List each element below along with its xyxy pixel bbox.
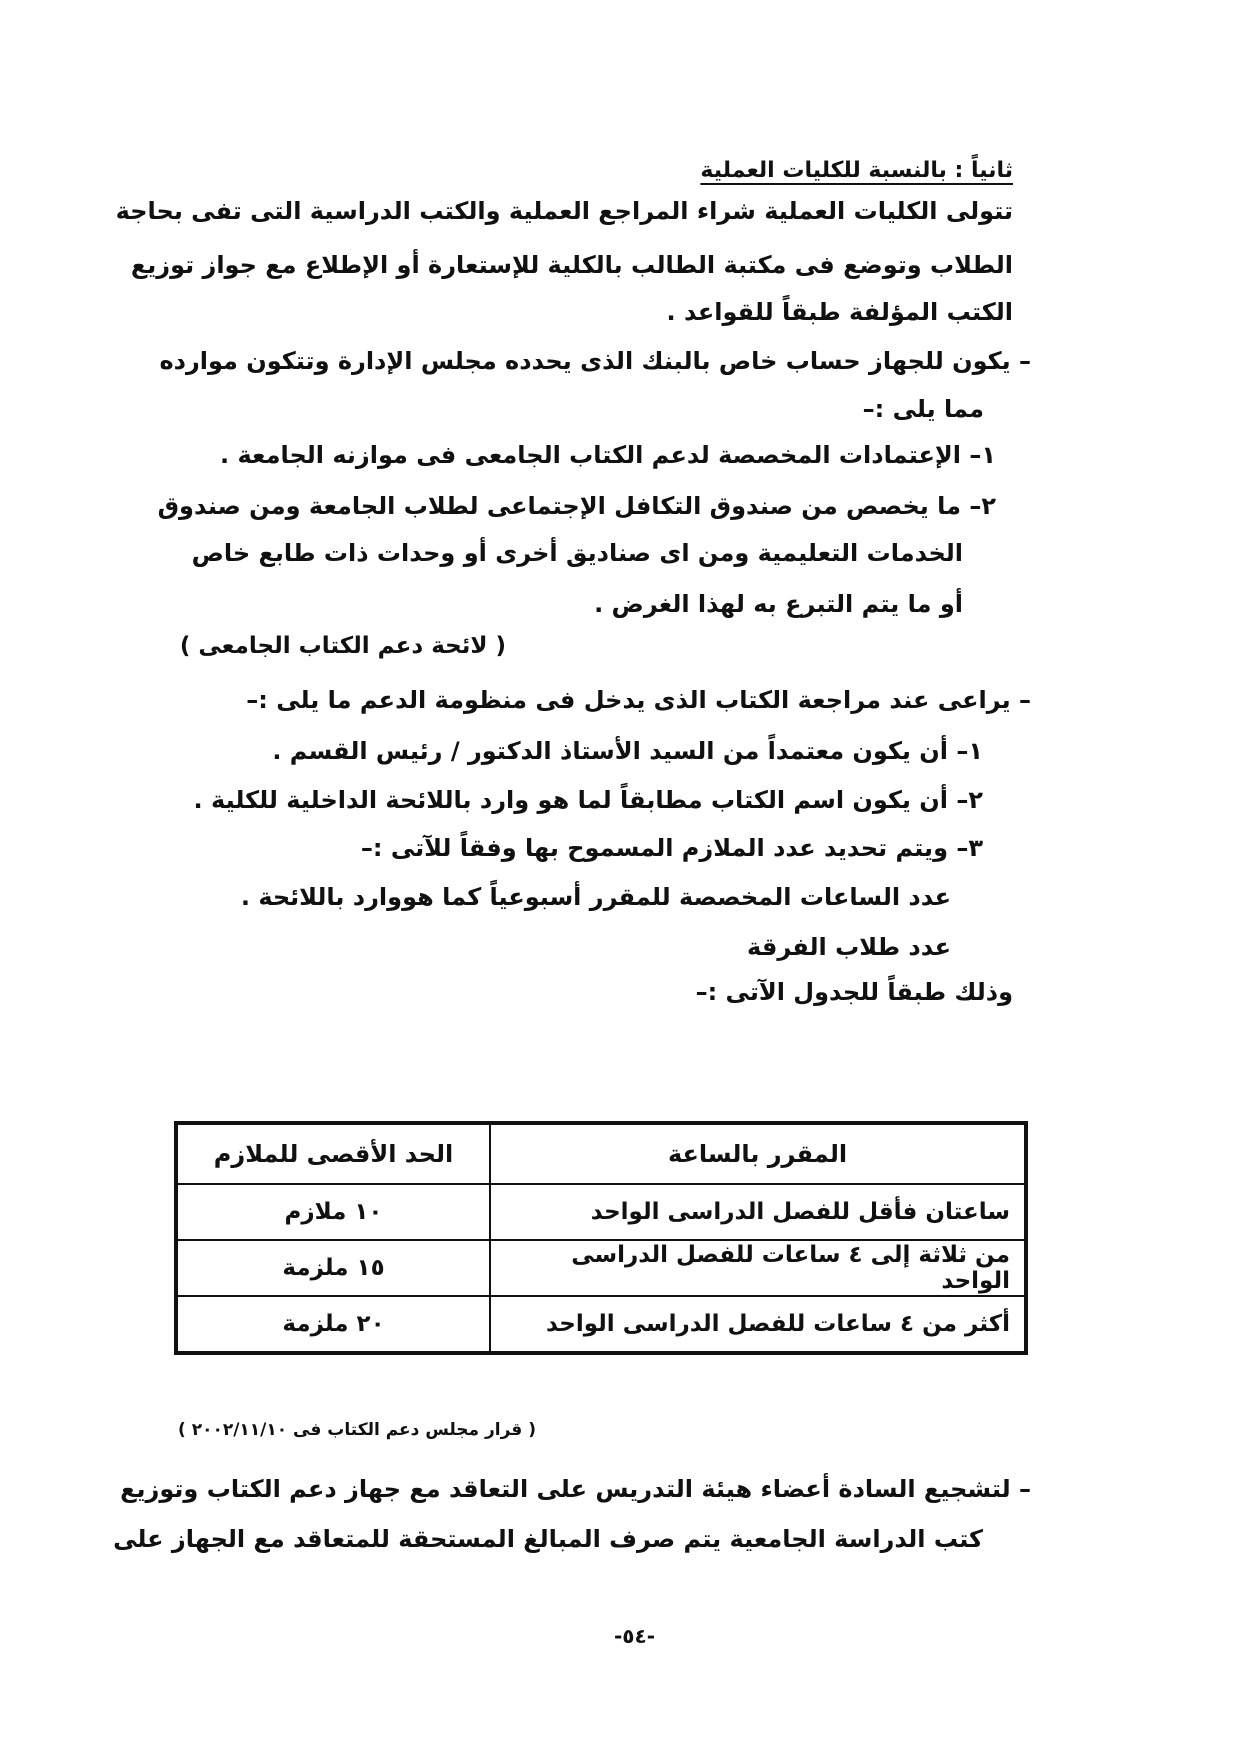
section-heading: ثانياً : بالنسبة للكليات العملية (700, 158, 1013, 183)
review-criterion-hours: عدد الساعات المخصصة للمقرر أسبوعياً كما هووارد باللائحة . (240, 883, 951, 911)
resource-item-2: ٢– ما يخصص من صندوق التكافل الإجتماعى لطلاب الجامعة ومن صندوق (157, 492, 996, 520)
cell-booklets: ٢٠ ملزمة (176, 1296, 490, 1353)
table-intro: وذلك طبقاً للجدول الآتى :– (695, 978, 1013, 1006)
cell-booklets: ١٠ ملازم (176, 1184, 490, 1240)
encouragement-line-2: كتب الدراسة الجامعية يتم صرف المبالغ المستحقة للمتعاقد مع الجهاز على (113, 1525, 983, 1553)
table-row (176, 1240, 1026, 1296)
cell-hours: ساعتان فأقل للفصل الدراسى الواحد (490, 1184, 1026, 1240)
decision-note: ( قرار مجلس دعم الكتاب فى ٢٠٠٢/١١/١٠ ) (178, 1420, 536, 1440)
table-header-row (176, 1123, 1026, 1184)
account-line-1: – يكون للجهاز حساب خاص بالبنك الذى يحدده مجلس الإدارة وتتكون موارده (159, 347, 1031, 375)
cell-hours: أكثر من ٤ ساعات للفصل الدراسى الواحد (490, 1296, 1026, 1353)
booklet-limits-table (174, 1121, 1028, 1355)
review-intro: – يراعى عند مراجعة الكتاب الذى يدخل فى منظومة الدعم ما يلى :– (246, 686, 1031, 714)
review-item-3: ٣– ويتم تحديد عدد الملازم المسموح بها وفقاً للآتى :– (360, 834, 983, 862)
header-max-booklets: الحد الأقصى للملازم (176, 1123, 490, 1184)
review-item-2: ٢– أن يكون اسم الكتاب مطابقاً لما هو وارد باللائحة الداخلية للكلية . (193, 786, 983, 814)
regulation-title: ( لائحة دعم الكتاب الجامعى ) (179, 633, 506, 659)
intro-line-3: الكتب المؤلفة طبقاً للقواعد . (666, 298, 1013, 326)
intro-line-2: الطلاب وتوضع فى مكتبة الطالب بالكلية للإستعارة أو الإطلاع مع جواز توزيع (130, 251, 1013, 279)
review-item-1: ١– أن يكون معتمداً من السيد الأستاذ الدكتور / رئيس القسم . (272, 737, 983, 765)
resource-item-1: ١– الإعتمادات المخصصة لدعم الكتاب الجامعى فى موازنه الجامعة . (220, 441, 996, 469)
intro-line-1: تتولى الكليات العملية شراء المراجع العملية والكتب الدراسية التى تفى بحاجة (115, 197, 1013, 225)
header-course-hours: المقرر بالساعة (490, 1123, 1026, 1184)
review-criterion-students: عدد طلاب الفرقة (747, 933, 951, 961)
resource-item-2-cont: الخدمات التعليمية ومن اى صناديق أخرى أو وحدات ذات طابع خاص (191, 539, 963, 567)
account-line-2: مما يلى :– (862, 395, 984, 423)
resource-item-2-end: أو ما يتم التبرع به لهذا الغرض . (594, 590, 963, 618)
encouragement-line-1: – لتشجيع السادة أعضاء هيئة التدريس على التعاقد مع جهاز دعم الكتاب وتوزيع (120, 1475, 1031, 1503)
cell-booklets: ١٥ ملزمة (176, 1240, 490, 1296)
page-number: -٥٤- (613, 1624, 655, 1648)
table-row (176, 1296, 1026, 1353)
cell-hours: من ثلاثة إلى ٤ ساعات للفصل الدراسى الواحد (490, 1240, 1026, 1296)
table-row (176, 1184, 1026, 1240)
